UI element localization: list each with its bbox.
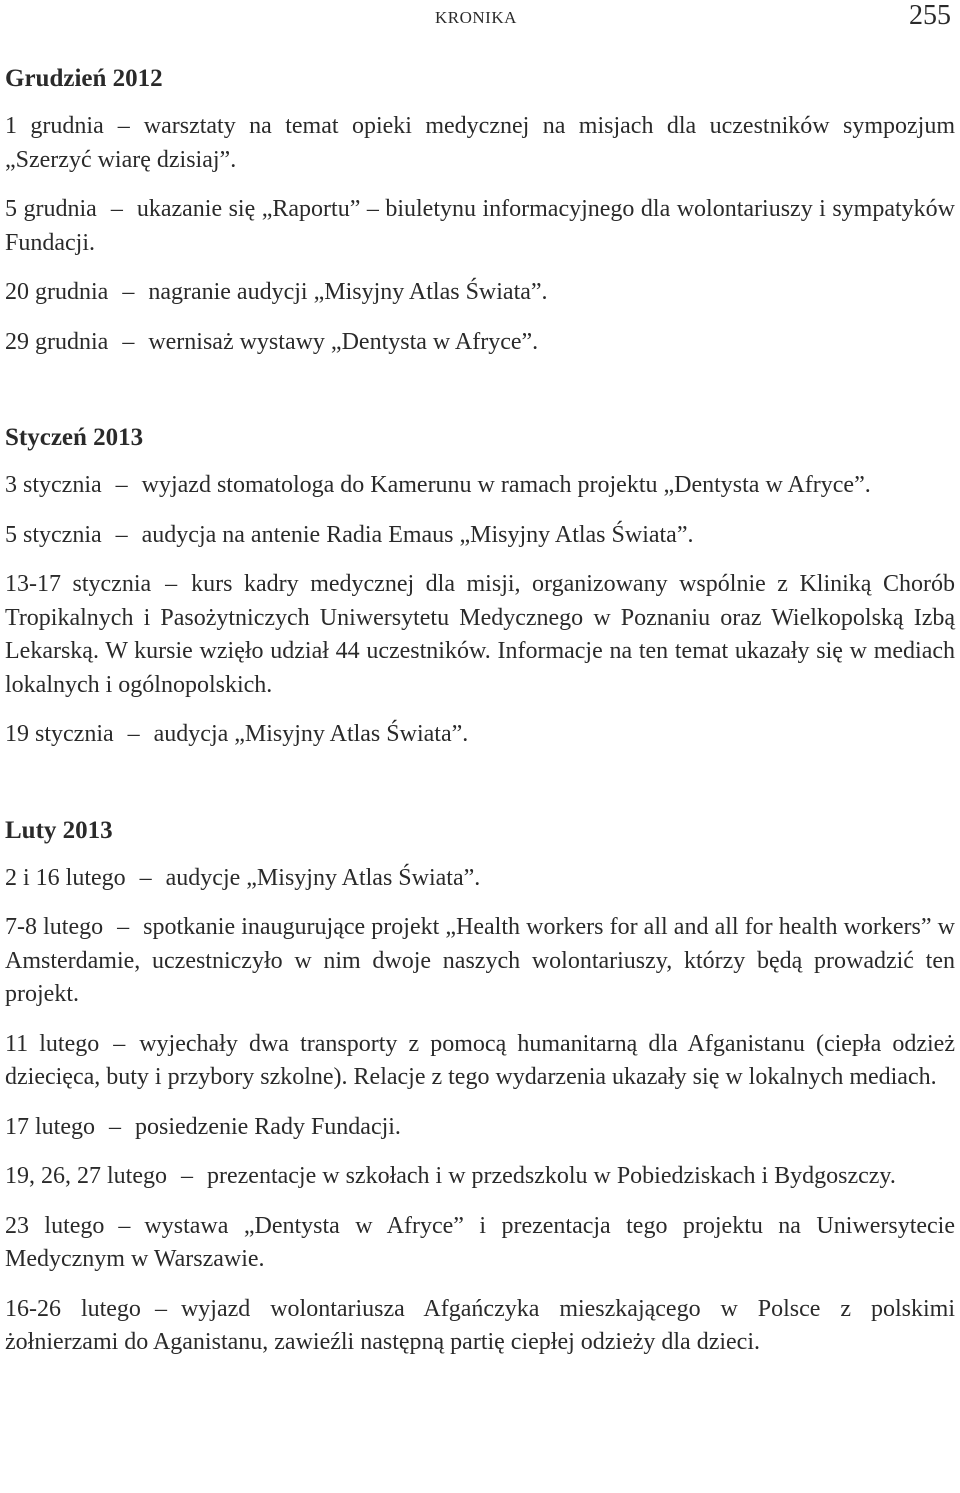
dash-separator: –: [165, 571, 178, 597]
dash-separator: –: [117, 914, 130, 940]
chronicle-entry: [5, 326, 955, 360]
entry-text: audycje „Misyjny Atlas Świata”.: [165, 864, 481, 891]
dash-separator: –: [154, 1295, 167, 1322]
dash-separator: –: [122, 328, 135, 355]
entry-text: wyjazd stomatologa do Kamerunu w ramach projektu „Dentysta w Afryce”.: [141, 472, 871, 498]
entry-date: 16-26 lutego: [5, 1295, 141, 1322]
dash-separator: –: [139, 864, 152, 891]
entry-text: ukazanie się „Raportu” – biuletynu informacyjnego dla wolontariuszy i sympatyków Fundacji.: [5, 196, 955, 256]
dash-separator: –: [115, 521, 128, 548]
entry-date: 17 lutego: [5, 1113, 95, 1140]
dash-separator: –: [110, 196, 123, 222]
month-section: [5, 423, 955, 752]
chronicle-entry: [5, 718, 955, 752]
entry-list: [5, 110, 955, 359]
dash-separator: –: [118, 1212, 131, 1239]
dash-separator: –: [109, 1113, 121, 1140]
month-section: [5, 816, 955, 1360]
dash-separator: –: [122, 279, 135, 305]
dash-separator: –: [181, 1163, 193, 1189]
chronicle-entry: [5, 568, 955, 702]
chronicle-entry: [5, 1160, 955, 1194]
entry-text: audycja na antenie Radia Emaus „Misyjny Atlas Świata”.: [141, 521, 694, 548]
chronicle-entry: [5, 1028, 955, 1095]
entry-text: kurs kadry medycznej dla misji, organizowany wspólnie z Kliniką Chorób Tropikalnych i Pasożytniczych Uniwersytetu Medycznego w Poznaniu oraz Wielkopolską Izbą Lekarską. W kursie wzięło udział 44 uczestników. Informacje na ten temat ukazały się w mediach lokalnych i ogólnopolskich.: [5, 571, 955, 698]
chronicle-entry: [5, 110, 955, 177]
entry-date: 20 grudnia: [5, 279, 109, 305]
entry-date: 5 grudnia: [5, 196, 97, 222]
chronicle-entry: [5, 862, 955, 896]
entry-text: wyjazd wolontariusza Afgańczyka mieszkającego w Polsce z polskimi żołnierzami do Aganistanu, zawieźli następną partię ciepłej odzieży dla dzieci.: [5, 1295, 956, 1355]
entry-date: 19, 26, 27 lutego: [5, 1163, 167, 1189]
entry-list: [5, 862, 955, 1360]
entry-date: 3 stycznia: [5, 472, 102, 498]
entry-date: 23 lutego: [5, 1212, 105, 1239]
entry-list: [5, 469, 955, 752]
chronicle-entry: [5, 1293, 955, 1360]
chronicle-entry: [5, 469, 955, 503]
entry-text: audycja „Misyjny Atlas Świata”.: [153, 721, 469, 747]
entry-text: nagranie audycji „Misyjny Atlas Świata”.: [148, 279, 548, 305]
entry-text: wystawa „Dentysta w Afryce” i prezentacja tego projektu na Uniwersytecie Medycznym w Warszawie.: [5, 1212, 955, 1272]
month-heading: Grudzień 2012: [5, 65, 163, 92]
entry-date: 2 i 16 lutego: [5, 864, 126, 891]
chronicle-entry: [5, 1210, 955, 1277]
chronicle-entry: [5, 911, 955, 1012]
entry-text: wyjechały dwa transporty z pomocą humanitarną dla Afganistanu (ciepła odzież dziecięca, buty i przybory szkolne). Relacje z tego wydarzenia ukazały się w lokalnych mediach.: [5, 1030, 955, 1090]
month-heading: Luty 2013: [5, 816, 113, 844]
entry-text: wernisaż wystawy „Dentysta w Afryce”.: [148, 328, 539, 355]
entry-date: 7-8 lutego: [5, 914, 104, 940]
month-section: [5, 64, 955, 359]
page-header: [5, 0, 955, 40]
entry-date: 19 stycznia: [5, 721, 114, 747]
entry-text: spotkanie inaugurujące projekt „Health workers for all and all for health workers” w Amsterdamie, uczestniczyło w nim dwoje naszych wolontariuszy, którzy będą prowadzić ten projekt.: [5, 914, 955, 1007]
page-number: 255: [909, 0, 951, 31]
page: [5, 0, 955, 1376]
entry-date: 5 stycznia: [5, 521, 102, 548]
running-head: KRONIKA: [435, 8, 517, 27]
entry-date: 13-17 stycznia: [5, 571, 152, 597]
dash-separator: –: [113, 1030, 126, 1057]
entry-date: 1 grudnia: [5, 113, 104, 139]
dash-separator: –: [115, 472, 128, 498]
dash-separator: –: [117, 113, 130, 139]
month-heading: Styczeń 2013: [5, 424, 144, 451]
entry-date: 11 lutego: [5, 1030, 100, 1057]
entry-text: posiedzenie Rady Fundacji.: [135, 1113, 401, 1140]
dash-separator: –: [127, 721, 140, 747]
entry-text: warsztaty na temat opieki medycznej na misjach dla uczestników sympozjum „Szerzyć wiarę dzisiaj”.: [5, 113, 956, 173]
chronicle-entry: [5, 519, 955, 553]
chronicle-entry: [5, 276, 955, 310]
entry-text: prezentacje w szkołach i w przedszkolu w Pobiedziskach i Bydgoszczy.: [207, 1163, 896, 1189]
chronicle-entry: [5, 1111, 955, 1145]
chronicle-entry: [5, 193, 955, 260]
entry-date: 29 grudnia: [5, 328, 109, 355]
chronicle-sections: [5, 64, 955, 1360]
